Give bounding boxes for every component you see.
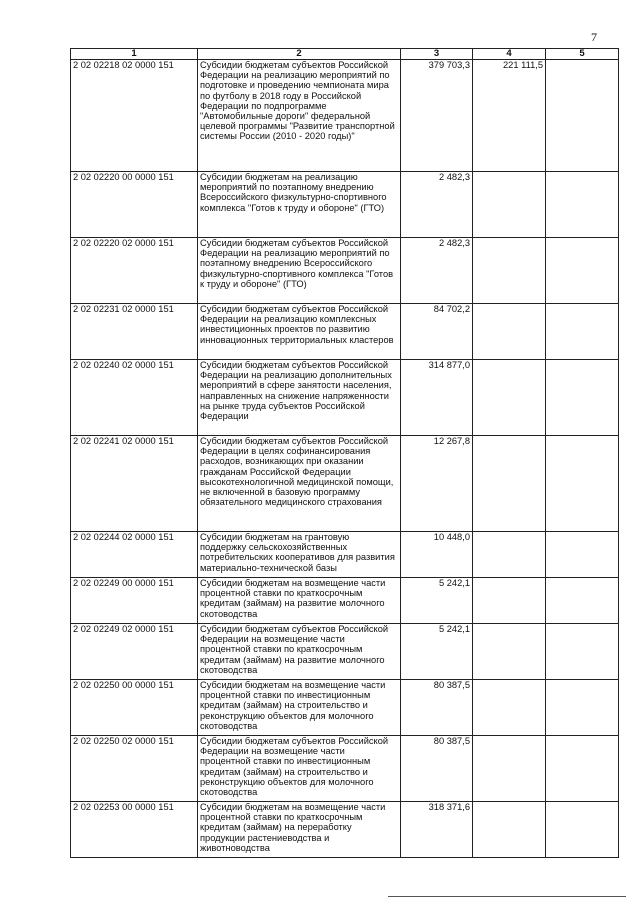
table-row [71, 304, 619, 360]
column-header: 3 [401, 49, 473, 60]
table-row [71, 736, 619, 802]
table-row [71, 172, 619, 238]
row-col5-value [546, 802, 619, 858]
row-description: Субсидии бюджетам на возмещение части процентной ставки по краткосрочным кредитам (займам) на развитие молочного скотоводства [198, 578, 401, 624]
row-col4-value [473, 578, 546, 624]
row-col4-value [473, 532, 546, 578]
row-col4-value [473, 238, 546, 304]
table-header-row [71, 49, 619, 60]
row-col4-value [473, 304, 546, 360]
row-col5-value [546, 736, 619, 802]
row-code: 2 02 02249 00 0000 151 [71, 578, 198, 624]
table-row [71, 360, 619, 436]
row-description: Субсидии бюджетам на реализацию мероприятий по поэтапному внедрению Всероссийского физкультурно-спортивного комплекса "Готов к труду и обороне" (ГТО) [198, 172, 401, 238]
row-col3-value: 80 387,5 [401, 736, 473, 802]
row-code: 2 02 02220 00 0000 151 [71, 172, 198, 238]
budget-table [70, 48, 619, 858]
row-col5-value [546, 680, 619, 736]
row-col3-value: 2 482,3 [401, 238, 473, 304]
row-col4-value [473, 172, 546, 238]
row-col3-value: 5 242,1 [401, 624, 473, 680]
row-col3-value: 5 242,1 [401, 578, 473, 624]
row-col5-value [546, 578, 619, 624]
row-col4-value [473, 802, 546, 858]
row-code: 2 02 02241 02 0000 151 [71, 436, 198, 532]
column-header: 4 [473, 49, 546, 60]
column-header: 2 [198, 49, 401, 60]
row-col3-value: 314 877,0 [401, 360, 473, 436]
row-description: Субсидии бюджетам субъектов Российской Федерации на возмещение части процентной ставки по краткосрочным кредитам (займам) на развитие молочного скотоводства [198, 624, 401, 680]
page-number: 7 [591, 30, 597, 44]
row-description: Субсидии бюджетам субъектов Российской Федерации на реализацию мероприятий по подготовке и проведению чемпионата мира по футболу в 2018 году в Российской Федерации по подпрограмме "Автомобильные дороги" федеральной целевой программы "Развитие транспортной системы России (2010 - 2020 годы)" [198, 60, 401, 172]
row-col5-value [546, 360, 619, 436]
row-description: Субсидии бюджетам субъектов Российской Федерации на реализацию дополнительных мероприятий в сфере занятости населения, направленных на снижение напряженности на рынке труда субъектов Российской Федерации [198, 360, 401, 436]
row-col3-value: 80 387,5 [401, 680, 473, 736]
row-code: 2 02 02240 02 0000 151 [71, 360, 198, 436]
row-col4-value [473, 360, 546, 436]
row-description: Субсидии бюджетам субъектов Российской Федерации в целях софинансирования расходов, возникающих при оказании гражданам Российской Федерации высокотехнологичной медицинской помощи, не включенной в базовую программу обязательного медицинского страхования [198, 436, 401, 532]
row-col5-value [546, 624, 619, 680]
row-col3-value: 318 371,6 [401, 802, 473, 858]
table-row [71, 624, 619, 680]
table-row [71, 238, 619, 304]
row-col4-value [473, 624, 546, 680]
row-description: Субсидии бюджетам субъектов Российской Федерации на реализацию комплексных инвестиционных проектов по развитию инновационных территориальных кластеров [198, 304, 401, 360]
table-row [71, 436, 619, 532]
table-body [71, 60, 619, 858]
row-col5-value [546, 304, 619, 360]
row-col4-value [473, 436, 546, 532]
column-header: 5 [546, 49, 619, 60]
row-col5-value [546, 172, 619, 238]
row-code: 2 02 02231 02 0000 151 [71, 304, 198, 360]
row-code: 2 02 02250 02 0000 151 [71, 736, 198, 802]
row-code: 2 02 02253 00 0000 151 [71, 802, 198, 858]
row-col5-value [546, 238, 619, 304]
row-col3-value: 84 702,2 [401, 304, 473, 360]
row-description: Субсидии бюджетам на возмещение части процентной ставки по краткосрочным кредитам (займам) на переработку продукции растениеводства и животноводства [198, 802, 401, 858]
table-row [71, 802, 619, 858]
row-col3-value: 12 267,8 [401, 436, 473, 532]
row-col4-value: 221 111,5 [473, 60, 546, 172]
table-row [71, 60, 619, 172]
row-description: Субсидии бюджетам субъектов Российской Федерации на реализацию мероприятий по поэтапному внедрению Всероссийского физкультурно-спортивного комплекса "Готов к труду и обороне" (ГТО) [198, 238, 401, 304]
row-code: 2 02 02249 02 0000 151 [71, 624, 198, 680]
row-col4-value [473, 736, 546, 802]
row-col3-value: 2 482,3 [401, 172, 473, 238]
column-header: 1 [71, 49, 198, 60]
table-row [71, 680, 619, 736]
row-col5-value [546, 60, 619, 172]
bottom-rule [388, 896, 626, 897]
row-col3-value: 379 703,3 [401, 60, 473, 172]
row-description: Субсидии бюджетам субъектов Российской Федерации на возмещение части процентной ставки по инвестиционным кредитам (займам) на строительство и реконструкцию объектов для молочного скотоводства [198, 736, 401, 802]
row-code: 2 02 02250 00 0000 151 [71, 680, 198, 736]
row-description: Субсидии бюджетам на возмещение части процентной ставки по инвестиционным кредитам (займам) на строительство и реконструкцию объектов для молочного скотоводства [198, 680, 401, 736]
row-description: Субсидии бюджетам на грантовую поддержку сельскохозяйственных потребительских кооперативов для развития материально-технической базы [198, 532, 401, 578]
row-col5-value [546, 532, 619, 578]
row-code: 2 02 02218 02 0000 151 [71, 60, 198, 172]
row-col5-value [546, 436, 619, 532]
row-col3-value: 10 448,0 [401, 532, 473, 578]
row-col4-value [473, 680, 546, 736]
table-row [71, 532, 619, 578]
row-code: 2 02 02220 02 0000 151 [71, 238, 198, 304]
row-code: 2 02 02244 02 0000 151 [71, 532, 198, 578]
table-row [71, 578, 619, 624]
